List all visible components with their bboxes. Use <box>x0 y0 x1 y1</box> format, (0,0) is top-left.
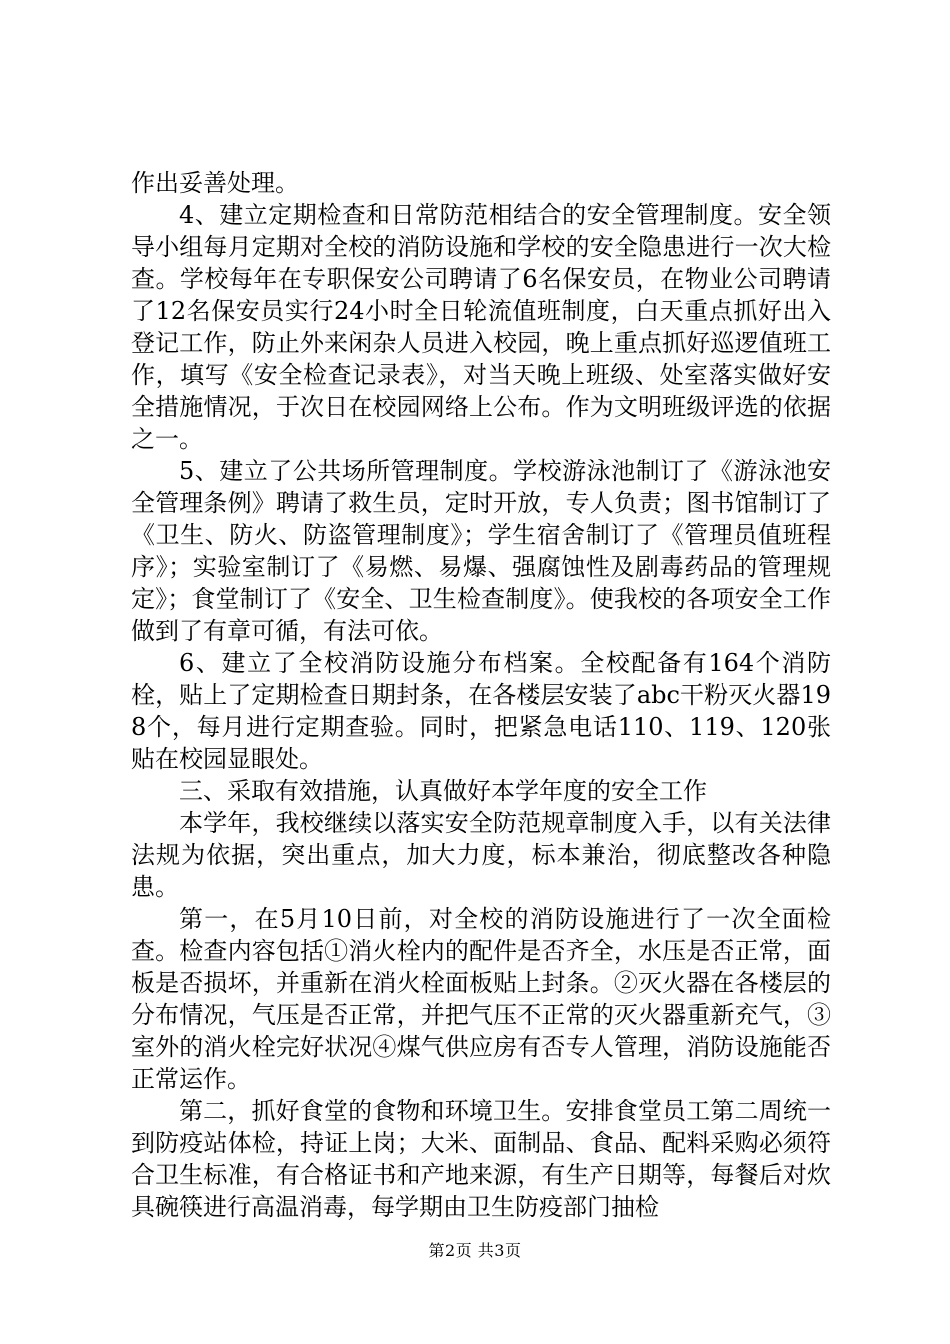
page-footer: 第2页 共3页 <box>428 1241 522 1260</box>
paragraph-intro: 本学年，我校继续以落实安全防范规章制度入手，以有关法律法规为依据，突出重点，加大力度，标本兼治，彻底整改各种隐患。 <box>131 809 831 901</box>
paragraph-continuation: 作出妥善处理。 <box>131 169 299 197</box>
paragraph-item-5: 5、建立了公共场所管理制度。学校游泳池制订了《游泳池安全管理条例》聘请了救生员，定时开放，专人负责；图书馆制订了《卫生、防火、防盗管理制度》；学生宿舍制订了《管理员值班程序》；实验室制订了《易燃、易爆、强腐蚀性及剧毒药品的管理规定》；食堂制订了《安全、卫生检查制度》。使我校的各项安全工作做到了有章可循，有法可依。 <box>131 457 831 645</box>
paragraph-item-4: 4、建立定期检查和日常防范相结合的安全管理制度。安全领导小组每月定期对全校的消防设施和学校的安全隐患进行一次大检查。学校每年在专职保安公司聘请了6名保安员，在物业公司聘请了12名保安员实行24小时全日轮流值班制度，白天重点抓好出入登记工作，防止外来闲杂人员进入校园，晚上重点抓好巡逻值班工作，填写《安全检查记录表》，对当天晚上班级、处室落实做好安全措施情况，于次日在校园网络上公布。作为文明班级评选的依据之一。 <box>131 201 831 453</box>
paragraph-first: 第一，在5月10日前，对全校的消防设施进行了一次全面检查。检查内容包括①消火栓内的配件是否齐全，水压是否正常，面板是否损坏，并重新在消火栓面板贴上封条。②灭火器在各楼层的分布情况，气压是否正常，并把气压不正常的灭火器重新充气，③室外的消火栓完好状况④煤气供应房有否专人管理，消防设施能否正常运作。 <box>131 905 831 1093</box>
paragraph-item-6: 6、建立了全校消防设施分布档案。全校配备有164个消防栓，贴上了定期检查日期封条，在各楼层安装了abc干粉灭火器198个，每月进行定期查验。同时，把紧急电话110、119、120张贴在校园显眼处。 <box>131 649 831 773</box>
document-body <box>131 167 831 1223</box>
section-heading-3: 三、采取有效措施，认真做好本学年度的安全工作 <box>179 777 707 805</box>
paragraph-second: 第二，抓好食堂的食物和环境卫生。安排食堂员工第二周统一到防疫站体检，持证上岗；大米、面制品、食品、配料采购必须符合卫生标准，有合格证书和产地来源，有生产日期等，每餐后对炊具碗筷进行高温消毒，每学期由卫生防疫部门抽检 <box>131 1097 831 1221</box>
